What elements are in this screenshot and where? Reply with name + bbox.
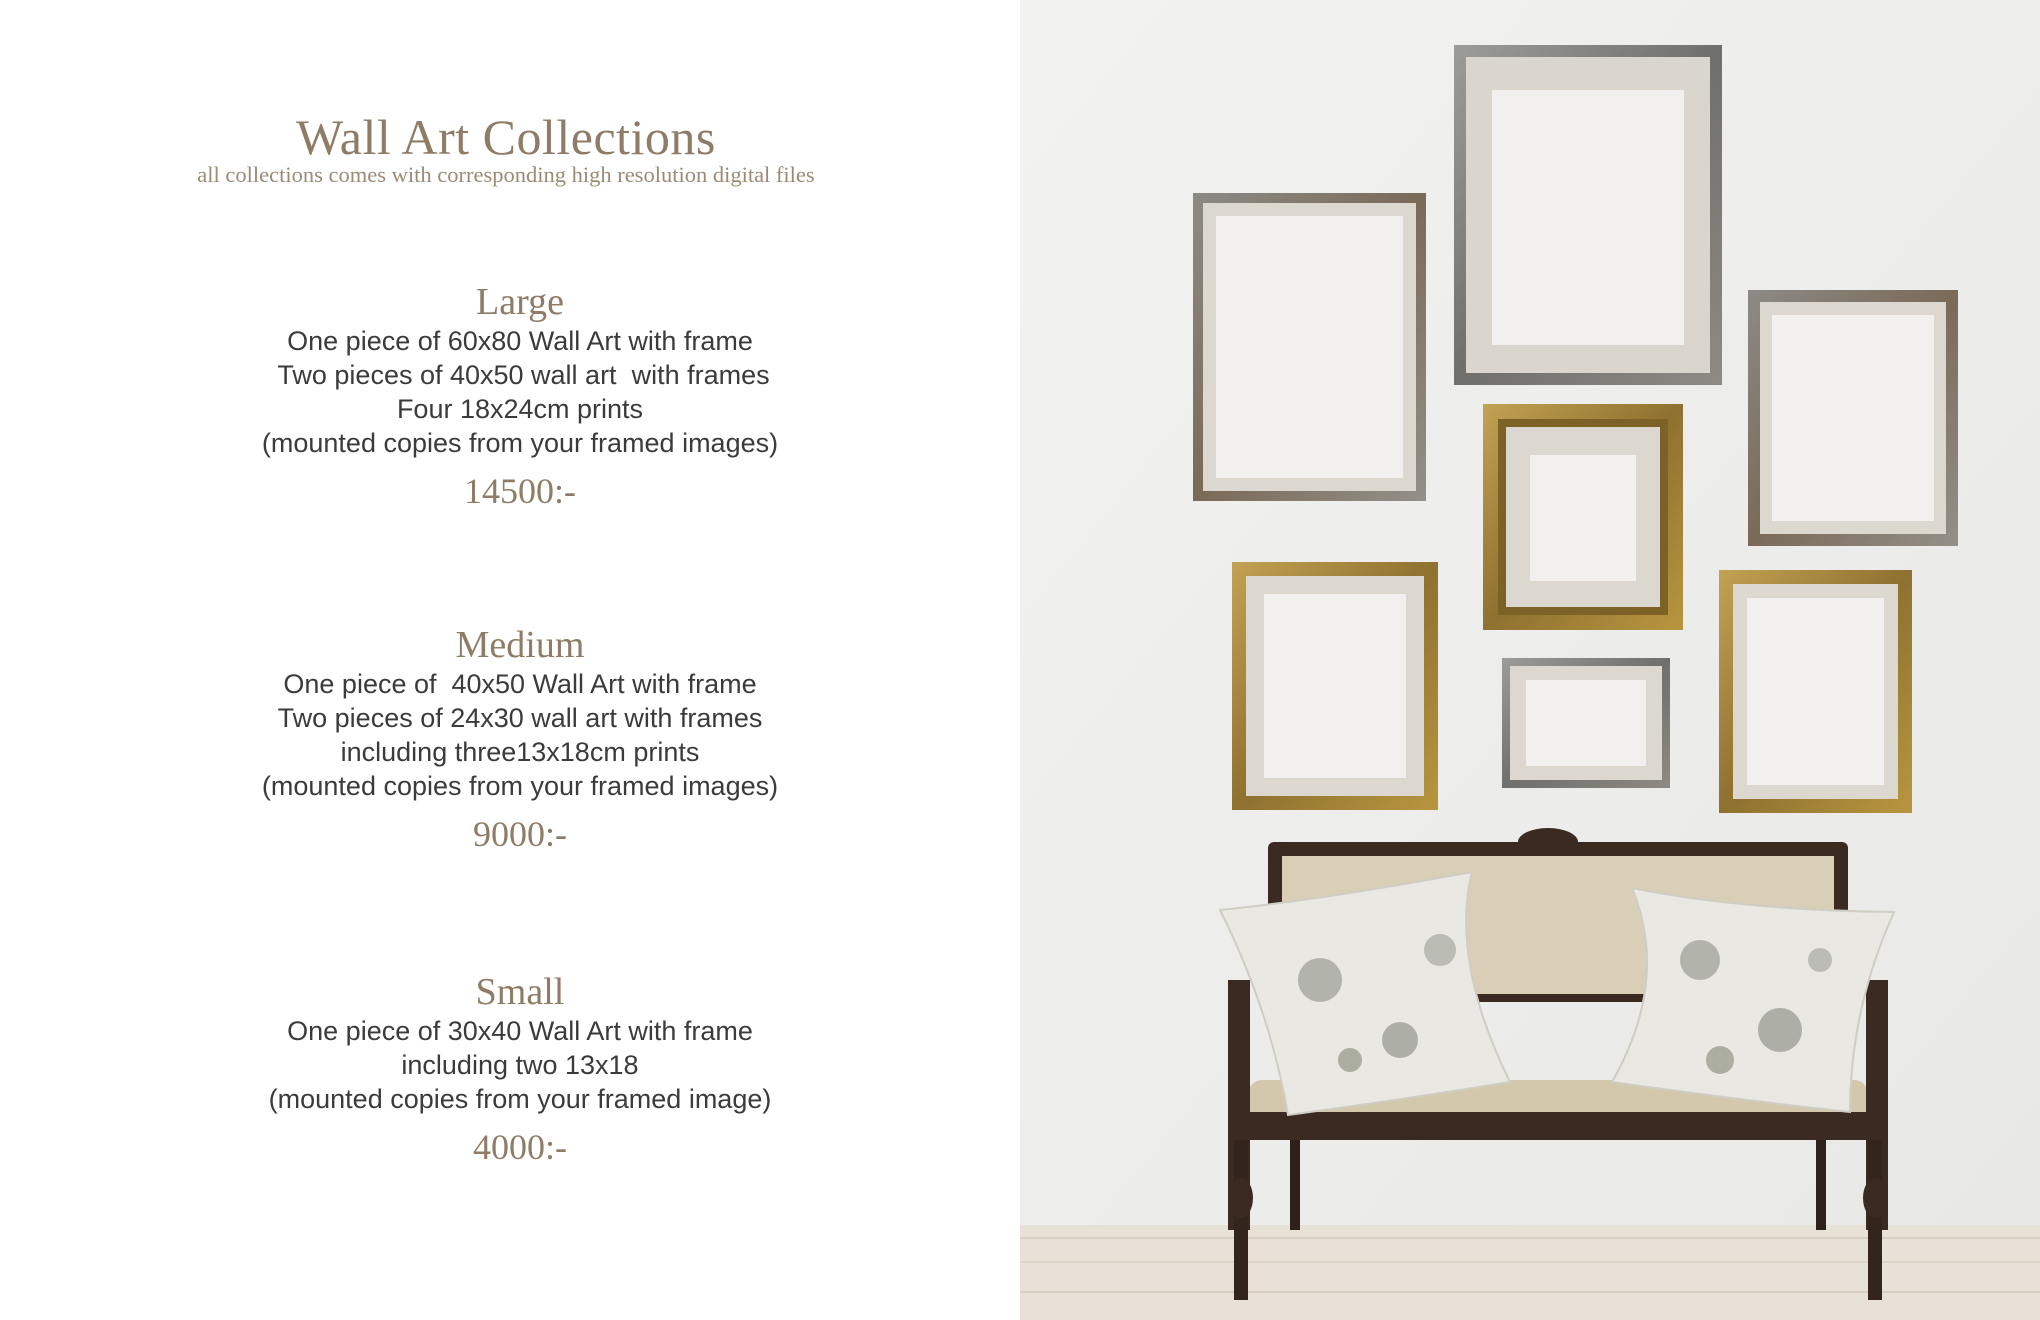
collection-line: including three13x18cm prints [340, 737, 700, 767]
frame-silver-small [1502, 658, 1670, 788]
gallery-wall-illustration [1020, 0, 2040, 1320]
collection-line: One piece of 40x50 Wall Art with frame [283, 669, 757, 699]
floor [1020, 1225, 2040, 1320]
frame-rust-left [1193, 193, 1426, 501]
page-subtitle: all collections comes with corresponding high resolution digital files [197, 162, 815, 187]
collection-line: (mounted copies from your framed images) [261, 771, 779, 801]
collection-line: (mounted copies from your framed image) [268, 1084, 772, 1114]
collection-line: One piece of 60x80 Wall Art with frame [287, 326, 753, 356]
collection-small [220, 970, 820, 1168]
collection-name: Small [475, 971, 565, 1013]
collection-line: (mounted copies from your framed images) [261, 428, 779, 458]
frame-gold-center [1483, 404, 1683, 630]
collection-large [220, 280, 820, 512]
collection-price: 4000:- [473, 1127, 567, 1167]
pillow-right [1612, 888, 1894, 1112]
frame-silver-top-large [1454, 45, 1722, 385]
collection-line: Four 18x24cm prints [396, 394, 644, 424]
collection-line: One piece of 30x40 Wall Art with frame [287, 1016, 753, 1046]
collection-price: 9000:- [473, 814, 567, 854]
frame-gold-left [1232, 562, 1438, 810]
page-title: Wall Art Collections [296, 109, 716, 165]
collection-price: 14500:- [464, 471, 576, 511]
collection-line: including two 13x18 [401, 1050, 639, 1080]
frame-rust-right [1748, 290, 1958, 546]
gallery-wall-photo [1020, 0, 2040, 1320]
collection-line: Two pieces of 40x50 wall art with frames [270, 360, 770, 390]
frame-gold-right [1719, 570, 1912, 813]
collection-line: Two pieces of 24x30 wall art with frames [277, 703, 763, 733]
collection-medium [220, 623, 820, 855]
collection-name: Large [476, 281, 564, 323]
collection-name: Medium [455, 624, 585, 666]
